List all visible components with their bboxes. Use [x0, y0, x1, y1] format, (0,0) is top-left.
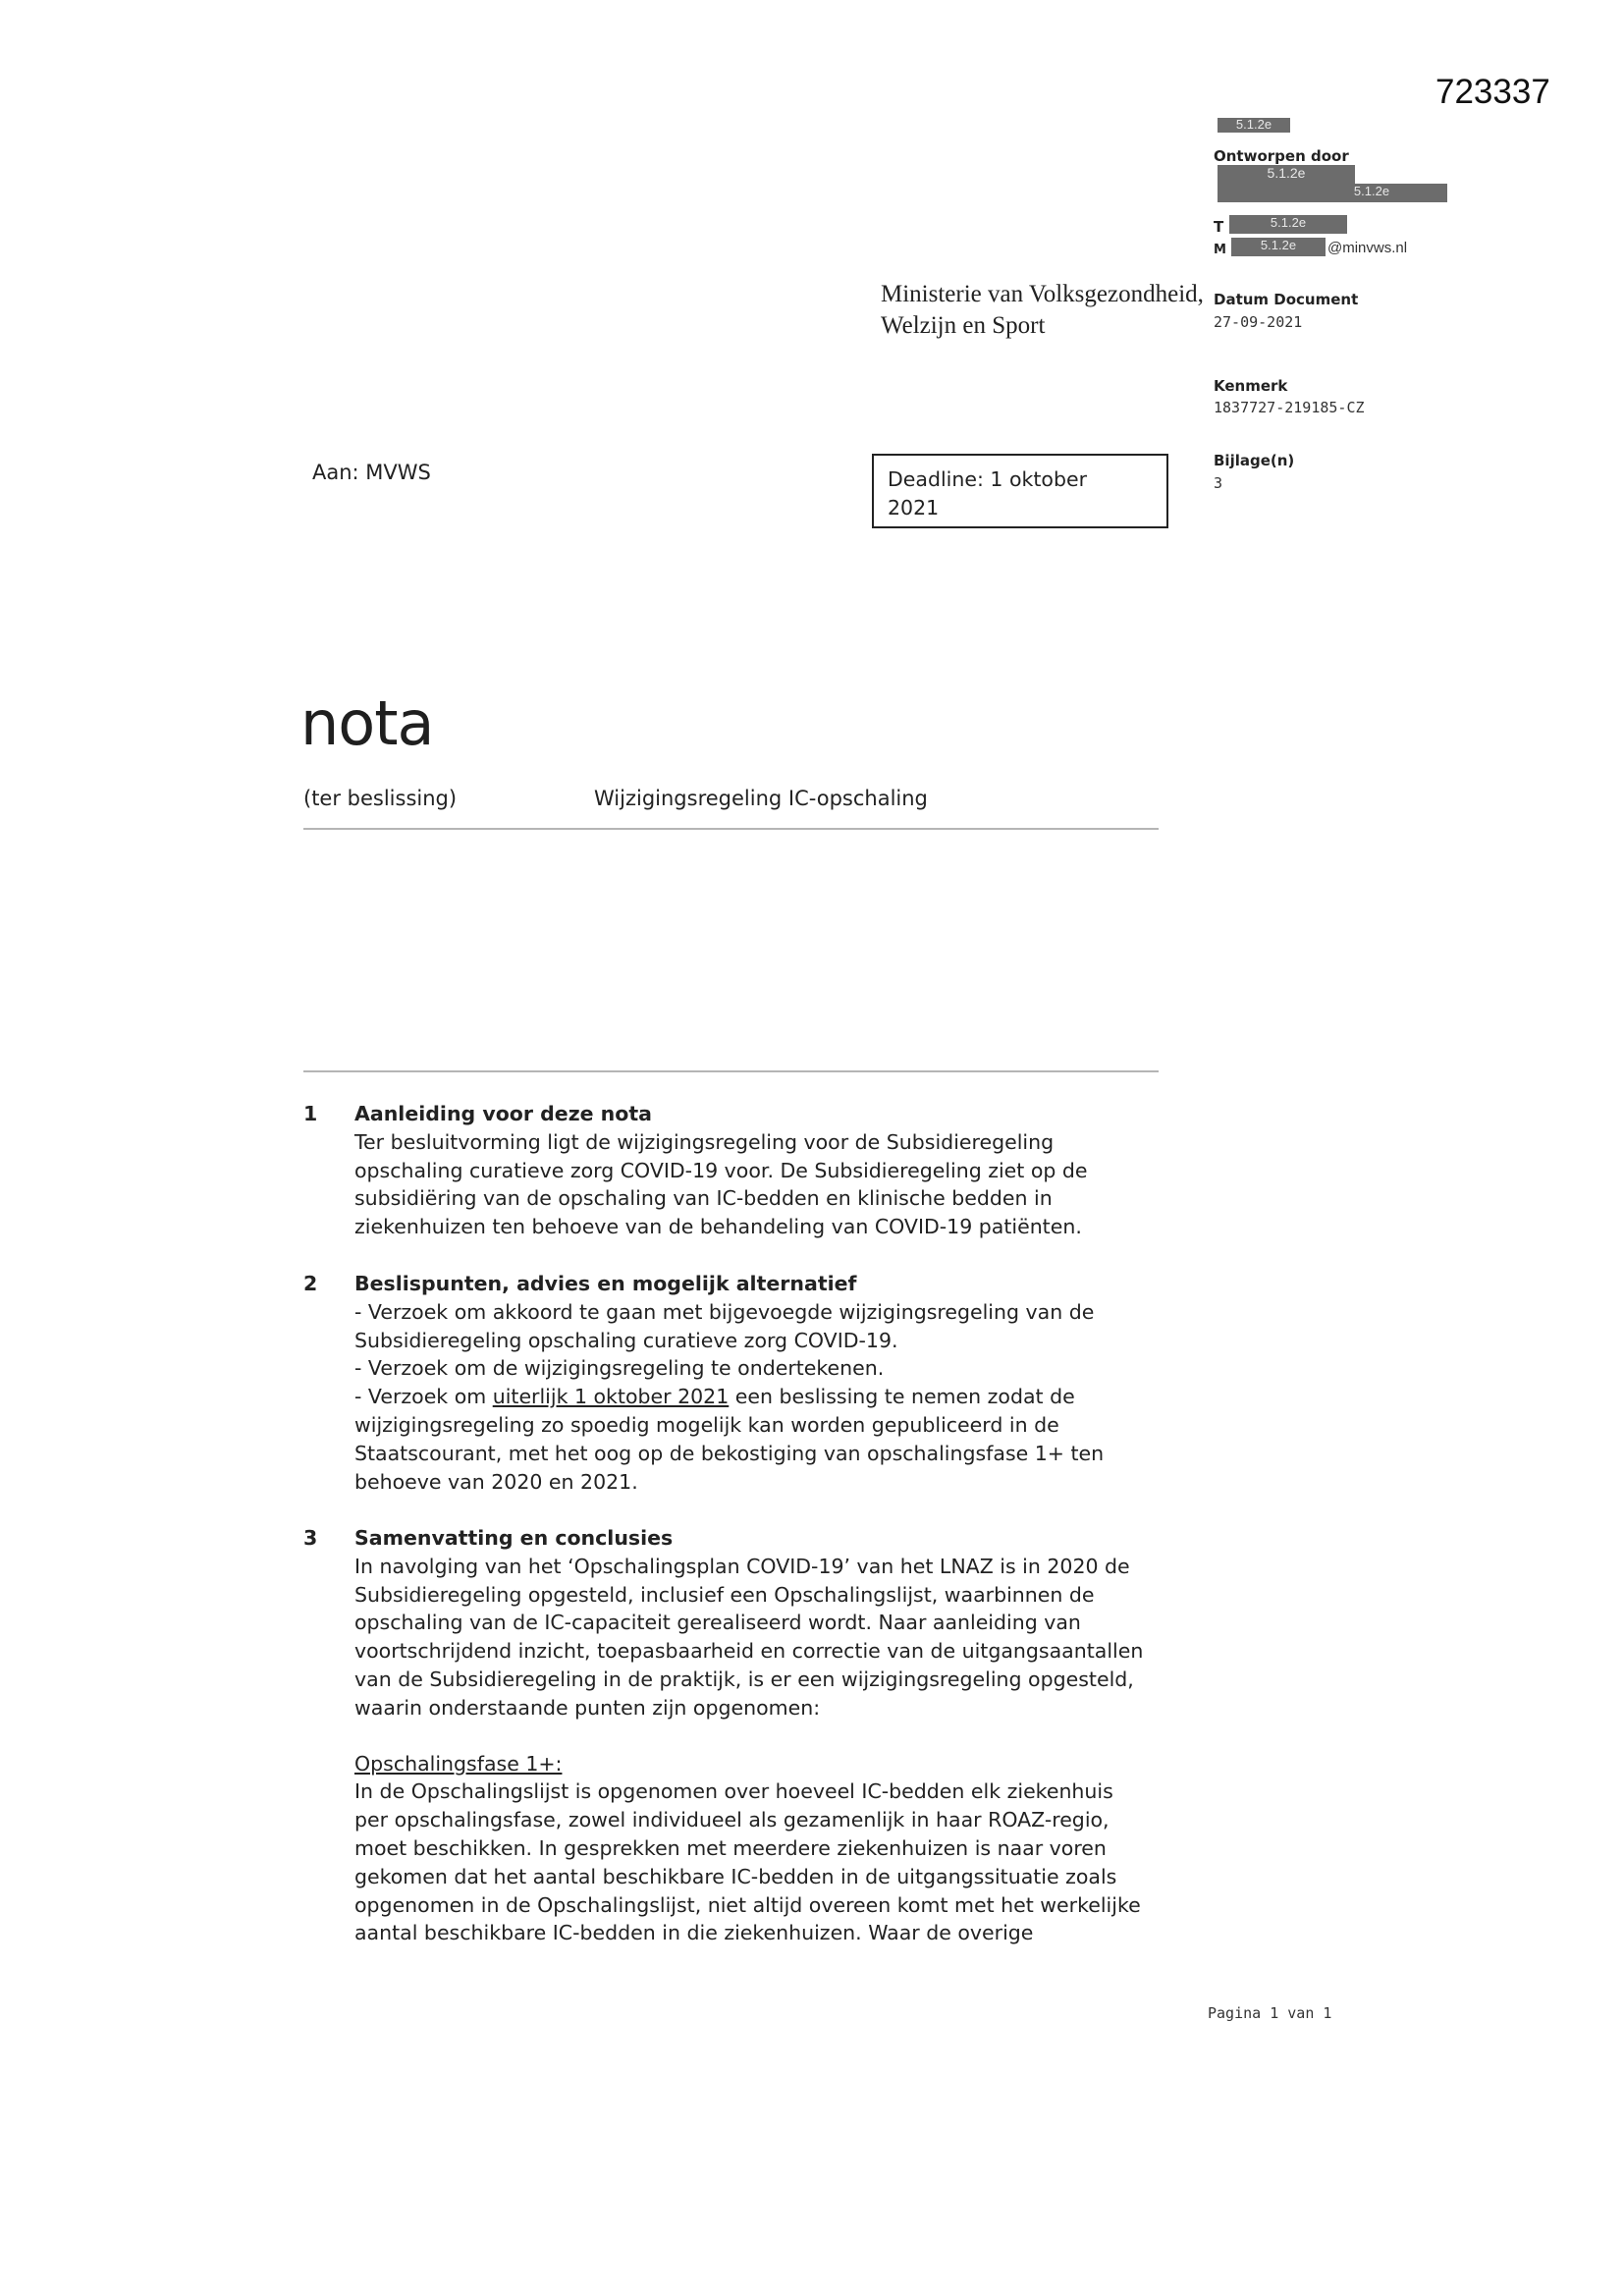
paragraph-line: voortschrijdend inzicht, toepasbaarheid en correctie van de uitgangsaantallen — [354, 1639, 1144, 1664]
paragraph-line: subsidiëring van de opschaling van IC-bedden en klinische bedden in — [354, 1186, 1053, 1211]
redaction-code: 5.1.2e — [1260, 238, 1297, 252]
paragraph-line: Ter besluitvorming ligt de wijzigingsregeling voor de Subsidieregeling — [354, 1129, 1055, 1154]
paragraph-line: gekomen dat het aantal beschikbare IC-bedden in de uitgangssituatie zoals — [354, 1864, 1117, 1888]
paragraph-line: Staatscourant, met het oog op de bekostiging van opschalingsfase 1+ ten — [354, 1441, 1105, 1465]
section-heading: Aanleiding voor deze nota — [354, 1102, 652, 1125]
underlined-deadline: uiterlijk 1 oktober 2021 — [492, 1385, 730, 1409]
paragraph-line: In navolging van het ‘Opschalingsplan COVID-19’ van het LNAZ is in 2020 de — [354, 1554, 1130, 1578]
subsection-heading: Opschalingsfase 1+: — [354, 1751, 563, 1776]
paragraph-line: Subsidieregeling opschaling curatieve zorg COVID-19. — [354, 1328, 898, 1352]
paragraph-line: behoeve van 2020 en 2021. — [354, 1469, 638, 1494]
page-title: nota — [300, 687, 434, 759]
redaction-block — [1231, 238, 1326, 256]
date-label-text: Datum Document — [1214, 291, 1359, 308]
reference-value: 1837727-219185-CZ — [1214, 399, 1365, 416]
section-1 — [303, 1100, 1207, 1241]
divider — [303, 1070, 1159, 1072]
ministry-name — [881, 279, 1214, 342]
reference-label — [1214, 377, 1287, 395]
paragraph-line: In de Opschalingslijst is opgenomen over hoeveel IC-bedden elk ziekenhuis — [354, 1779, 1113, 1804]
date-value: 27-09-2021 — [1214, 313, 1303, 331]
paragraph-line: moet beschikken. In gesprekken met meerdere ziekenhuizen is naar voren — [354, 1835, 1107, 1860]
paragraph-line: - Verzoek om akkoord te gaan met bijgevoegde wijzigingsregeling van de — [354, 1299, 1095, 1324]
redaction-block — [1229, 215, 1347, 234]
attachments-value: 3 — [1214, 474, 1223, 492]
deadline-line-2: 2021 — [888, 496, 940, 519]
paragraph-line: van de Subsidieregeling in de praktijk, is er een wijzigingsregeling opgesteld, — [354, 1667, 1134, 1691]
section-heading: Beslispunten, advies en mogelijk alternatief — [354, 1272, 857, 1295]
mobile-label-text: M — [1214, 243, 1226, 257]
section-number: 1 — [303, 1102, 318, 1125]
designed-by-label-text: Ontworpen door — [1214, 147, 1349, 165]
document-id: 723337 — [1435, 73, 1550, 111]
purpose-label: (ter beslissing) — [303, 787, 458, 810]
phone-label-text: T — [1214, 218, 1224, 236]
redaction-code: 5.1.2e — [1267, 165, 1306, 181]
mobile-label — [1214, 240, 1226, 257]
paragraph-line: opschaling curatieve zorg COVID-19 voor. De Subsidieregeling ziet op de — [354, 1158, 1088, 1182]
email-domain: @minvws.nl — [1327, 240, 1408, 256]
paragraph-line: aantal beschikbare IC-bedden in die ziekenhuizen. Waar de overige — [354, 1921, 1034, 1945]
paragraph-line: - Verzoek om de wijzigingsregeling te ondertekenen. — [354, 1356, 885, 1381]
redaction-block — [1218, 184, 1447, 202]
redaction-code: 5.1.2e — [1270, 215, 1307, 230]
ministry-line-1: Ministerie van Volksgezondheid, — [881, 281, 1204, 307]
paragraph-line: waarin onderstaande punten zijn opgenomen: — [354, 1695, 821, 1720]
section-3 — [303, 1524, 1207, 1947]
phone-label — [1214, 218, 1223, 236]
deadline-box — [872, 454, 1168, 528]
paragraph-line: opgenomen in de Opschalingslijst, niet altijd overeen komt met het werkelijke — [354, 1892, 1141, 1917]
redaction-block — [1218, 165, 1355, 184]
section-number: 2 — [303, 1272, 318, 1295]
section-heading: Samenvatting en conclusies — [354, 1526, 674, 1550]
redaction-code: 5.1.2e — [1235, 117, 1272, 132]
paragraph-line: wijzigingsregeling zo spoedig mogelijk kan worden gepubliceerd in de — [354, 1412, 1059, 1437]
spacer — [354, 1722, 1207, 1750]
reference-label-text: Kenmerk — [1214, 377, 1288, 395]
attachments-label-text: Bijlage(n) — [1214, 452, 1295, 469]
deadline-line-1: Deadline: 1 oktober — [888, 467, 1087, 491]
section-number: 3 — [303, 1526, 318, 1550]
section-2 — [303, 1270, 1207, 1496]
subject-label: Wijzigingsregeling IC-opschaling — [594, 787, 928, 810]
paragraph-line: per opschalingsfase, zowel individueel als gezamenlijk in haar ROAZ-regio, — [354, 1808, 1110, 1832]
redaction-block — [1218, 118, 1290, 133]
redaction-code: 5.1.2e — [1353, 184, 1390, 198]
paragraph-line: Subsidieregeling opgesteld, inclusief een Opschalingslijst, waarbinnen de — [354, 1582, 1095, 1607]
date-label — [1214, 291, 1358, 308]
paragraph-line — [354, 1383, 1207, 1411]
ministry-line-2: Welzijn en Sport — [881, 312, 1046, 339]
page-number: Pagina 1 van 1 — [1208, 2004, 1332, 2022]
line-text: een beslissing te nemen zodat de — [729, 1385, 1075, 1409]
paragraph-line: opschaling van de IC-capaciteit gerealiseerd wordt. Naar aanleiding van — [354, 1611, 1081, 1635]
attachments-label — [1214, 452, 1294, 469]
addressee: Aan: MVWS — [312, 461, 431, 484]
paragraph-line: ziekenhuizen ten behoeve van de behandeling van COVID-19 patiënten. — [354, 1215, 1082, 1239]
line-text: - Verzoek om — [354, 1385, 493, 1409]
designed-by-label — [1214, 147, 1349, 165]
divider — [303, 828, 1159, 830]
